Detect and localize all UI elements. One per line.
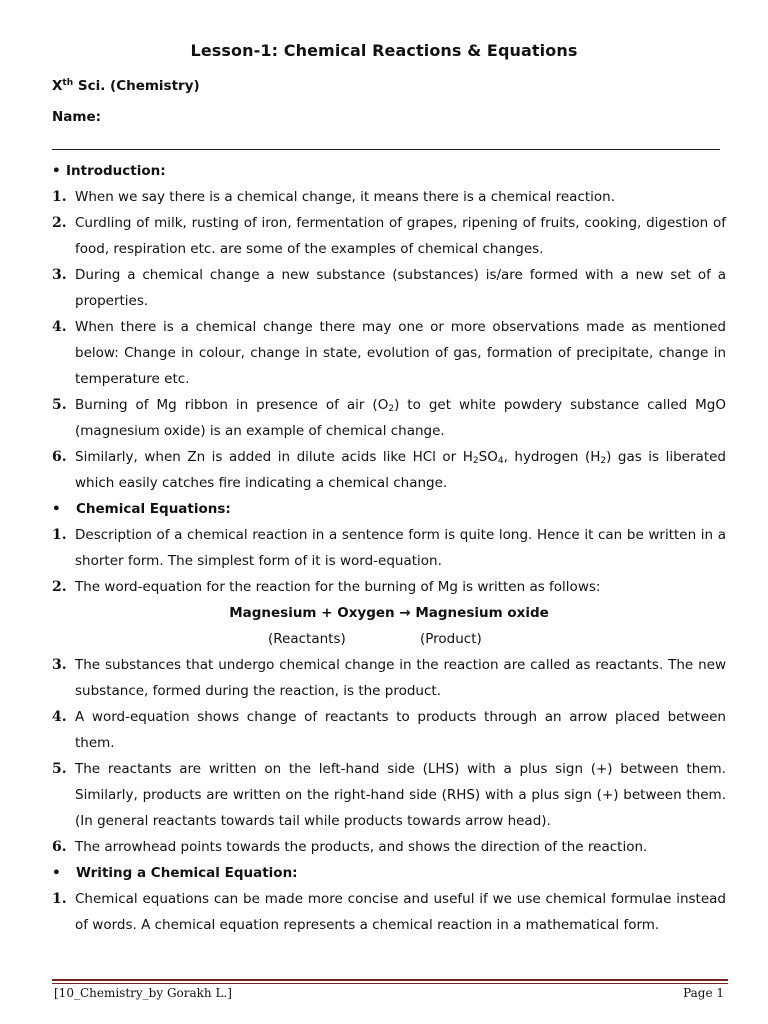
list-item [52,704,726,756]
item-text: When there is a chemical change there may one or more observations made as mentioned below: Change in colour, change in state, evolution of gas, formation of precipitate, change in temperature etc. [75,319,726,387]
class-subject [52,78,200,94]
page-number: Page 1 [683,986,724,1000]
bullet-icon: • [52,865,61,881]
bullet-icon: • [52,163,61,179]
class-suffix: Sci. (Chemistry) [73,78,200,94]
list-item [52,834,726,860]
item-number: 4. [52,709,67,725]
item-number: 3. [52,657,67,673]
class-superscript: th [62,78,74,88]
item-number: 6. [52,449,67,465]
section-heading-label: Chemical Equations: [76,501,231,517]
item-number: 4. [52,319,67,335]
subscript: 2 [388,404,395,414]
item-text: The word-equation for the reaction for the burning of Mg is written as follows: [75,579,601,595]
item-text: The substances that undergo chemical change in the reaction are called as reactants. The new substance, formed during the reaction, is the product. [75,657,726,699]
reactants-label: (Reactants) [268,631,346,647]
list-item [52,886,726,938]
name-blank-line [52,149,720,150]
item-number: 6. [52,839,67,855]
item-text-part: Similarly, when Zn is added in dilute acids like HCl or H [75,449,473,465]
list-item [52,314,726,392]
item-number: 5. [52,397,67,413]
item-number: 5. [52,761,67,777]
item-number: 2. [52,215,67,231]
subscript: 4 [497,456,504,466]
item-text-part: ) gas is liberated which easily catches fire indicating a chemical change. [75,449,726,491]
section-heading-introduction [52,158,726,184]
item-text-part: SO [478,449,498,465]
list-item [52,756,726,834]
item-text: When we say there is a chemical change, it means there is a chemical reaction. [75,189,616,205]
item-text: The reactants are written on the left-hand side (LHS) with a plus sign (+) between them. Similarly, products are written on the right-hand side (RHS) with a plus sign (+) between them. (In general reactants towards tail while products towards arrow head). [75,761,726,829]
item-text-part: Burning of Mg ribbon in presence of air (O [75,397,389,413]
item-number: 2. [52,579,67,595]
bullet-icon: • [52,501,61,517]
section-heading-label: Introduction: [66,163,166,179]
footer-author: [10_Chemistry_by Gorakh L.] [54,986,232,1000]
item-text-part: , hydrogen (H [503,449,601,465]
footer-rule-thin [52,983,728,984]
name-label: Name: [52,109,102,125]
section-heading-label: Writing a Chemical Equation: [76,865,298,881]
list-item [52,392,726,444]
list-item [52,444,726,496]
list-item [52,184,726,210]
item-text: Curdling of milk, rusting of iron, fermentation of grapes, ripening of fruits, cooking, digestion of food, respiration etc. are some of the examples of chemical changes. [75,215,726,257]
item-number: 1. [52,189,67,205]
section-heading-chemical-equations [52,496,726,522]
product-label: (Product) [420,631,482,647]
list-item [52,652,726,704]
item-text: During a chemical change a new substance (substances) is/are formed with a new set of a properties. [75,267,726,309]
document-body [52,158,726,938]
footer-rule-thick [52,979,728,981]
subscript: 2 [600,456,607,466]
page-title: Lesson-1: Chemical Reactions & Equations [190,41,578,60]
item-text: Chemical equations can be made more concise and useful if we use chemical formulae instead of words. A chemical equation represents a chemical reaction in a mathematical form. [75,891,726,933]
item-number: 1. [52,527,67,543]
item-text: A word-equation shows change of reactants to products through an arrow placed between them. [75,709,726,751]
item-text: The arrowhead points towards the products, and shows the direction of the reaction. [75,839,648,855]
list-item [52,522,726,574]
subscript: 2 [472,456,479,466]
word-equation: Magnesium + Oxygen → Magnesium oxide [229,605,549,621]
item-text: Description of a chemical reaction in a sentence form is quite long. Hence it can be written in a shorter form. The simplest form of it is word-equation. [75,527,726,569]
class-prefix: X [52,78,63,94]
list-item [52,210,726,262]
equation-labels [52,626,726,652]
section-heading-writing-equation [52,860,726,886]
item-text-part: ) to get white powdery substance called MgO (magnesium oxide) is an example of chemical change. [75,397,727,439]
item-number: 3. [52,267,67,283]
list-item [52,262,726,314]
list-item [52,574,726,600]
item-number: 1. [52,891,67,907]
